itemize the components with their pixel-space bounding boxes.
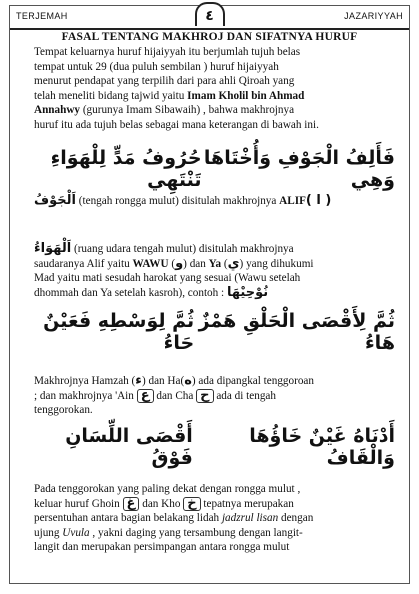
section-title: FASAL TENTANG MAKHROJ DAN SIFATNYA HURUF xyxy=(61,31,358,43)
jadzrul-lisan-term: jadzrul lisan xyxy=(221,512,279,524)
verse-1-left-hemistich: حُرُوفُ مَدٍّ لِلْهَوَاءِ تَنْتَهِي xyxy=(50,147,202,191)
book-page xyxy=(9,5,410,584)
jauf-paragraph xyxy=(34,194,395,209)
intro-line-4: telah meneliti bidang tajwid yaitu Imam Kholil bin Ahmad xyxy=(34,89,305,102)
ain-letter: ع xyxy=(137,389,154,403)
hamzah-letter: ء xyxy=(135,373,142,388)
page-number: ٤ xyxy=(195,2,225,26)
header-left-title: TERJEMAH xyxy=(16,11,68,21)
ha-letter: ه xyxy=(184,373,192,388)
hawa-word: اَلْهَوَاءُ xyxy=(34,241,72,256)
intro-line-2: tempat untuk 29 (dua puluh sembilan ) huruf hijaiyyah xyxy=(34,60,279,73)
intro-line-3: menurut pendapat yang terpilih dari para ahli Qiroah yang xyxy=(34,75,295,87)
ghoin-line-3: persentuhan antara bagian belakang lidah jadzrul lisan dengan xyxy=(34,512,314,524)
hamzah-line-3: tenggorokan. xyxy=(34,404,93,416)
hawa-line-3: Mad yaitu mati sesudah harokat yang sesuai (Wawu setelah xyxy=(34,272,301,284)
verse-2 xyxy=(32,310,395,354)
jauf-word: اَلْجَوْفُ xyxy=(34,193,76,208)
wawu-label: WAWU xyxy=(132,257,169,270)
kho-letter: خ xyxy=(183,497,200,511)
verse-3-right-hemistich: أَدْنَاهُ غَيْنٌ خَاؤُهَا وَالْقَافُ xyxy=(249,425,395,469)
cha-letter: ح xyxy=(196,389,213,403)
ya-label: Ya xyxy=(208,257,222,270)
hawa-paragraph xyxy=(34,242,395,300)
ya-letter: ي xyxy=(227,255,240,271)
hawa-line-2: saudaranya Alif yaitu WAWU (و) dan Ya (ي) yang dihukumi xyxy=(34,255,314,271)
uvula-term: Uvula xyxy=(62,526,90,539)
hawa-line-4: dhommah dan Ya setelah kasroh), contoh : نُوْحِيْهَا xyxy=(34,284,269,300)
ghoin-line-4: ujung Uvula , yakni daging yang tersambung dengan langit- xyxy=(34,526,303,539)
verse-1 xyxy=(32,147,395,191)
hamzah-line-2: ; dan makhrojnya 'Ain ع dan Cha ح ada di tengah xyxy=(34,387,276,403)
hawa-line-1: اَلْهَوَاءُ (ruang udara tengah mulut) disitulah makhrojnya xyxy=(34,241,294,256)
ghoin-letter: غ xyxy=(123,497,140,511)
verse-2-left-hemistich: ثُمَّ لِوَسْطِهِ فَعَيْنٌ حَاءُ xyxy=(43,310,195,354)
verse-2-right-hemistich: ثُمَّ لِأَقْصَى الْحَلْقِ هَمْزٌ هَاءُ xyxy=(198,310,395,354)
alif-label: ALIF xyxy=(279,195,306,207)
jauf-line: اَلْجَوْفُ (tengah rongga mulut) disitulah makhrojnya ALIF( ا ) xyxy=(34,193,332,208)
hamzah-line-1: Makhrojnya Hamzah (ء) dan Ha(ه) ada dipangkal tenggoroan xyxy=(34,373,314,388)
example-word: نُوْحِيْهَا xyxy=(226,284,269,300)
intro-line-1: Tempat keluarnya huruf hijaiyyah itu berjumlah tujuh belas xyxy=(34,46,301,58)
ghoin-line-5: langit dan merupakan persimpangan antara rongga mulut xyxy=(34,541,290,553)
ghoin-line-2: keluar huruf Ghoin غ dan Kho خ tepatnya merupakan xyxy=(34,495,294,511)
hamzah-paragraph xyxy=(34,374,395,418)
verse-3-left-hemistich: أَقْصَى اللِّسَانِ فَوْقُ xyxy=(65,425,193,469)
imam-name-cont: Annahwy xyxy=(34,104,81,116)
intro-line-6: huruf itu ada tujuh belas sebagai mana keterangan di bawah ini. xyxy=(34,118,319,131)
verse-1-right-hemistich: فَأَلِفُ الْجَوْفِ وَأُخْتَاهَا وَهِي xyxy=(203,147,395,191)
verse-3 xyxy=(32,425,395,469)
intro-paragraph xyxy=(34,45,395,132)
page-header xyxy=(10,6,409,30)
header-right-title: JAZARIYYAH xyxy=(344,11,403,21)
ghoin-paragraph xyxy=(34,482,395,555)
intro-line-5: Annahwy (gurunya Imam Sibawaih) , bahwa makhrojnya xyxy=(34,104,295,116)
ghoin-line-1: Pada tenggorokan yang paling dekat dengan rongga mulut , xyxy=(34,483,301,495)
alif-letter: ( ا ) xyxy=(305,193,332,208)
wawu-letter: و xyxy=(175,255,184,271)
imam-name: Imam Kholil bin Ahmad xyxy=(187,89,305,102)
